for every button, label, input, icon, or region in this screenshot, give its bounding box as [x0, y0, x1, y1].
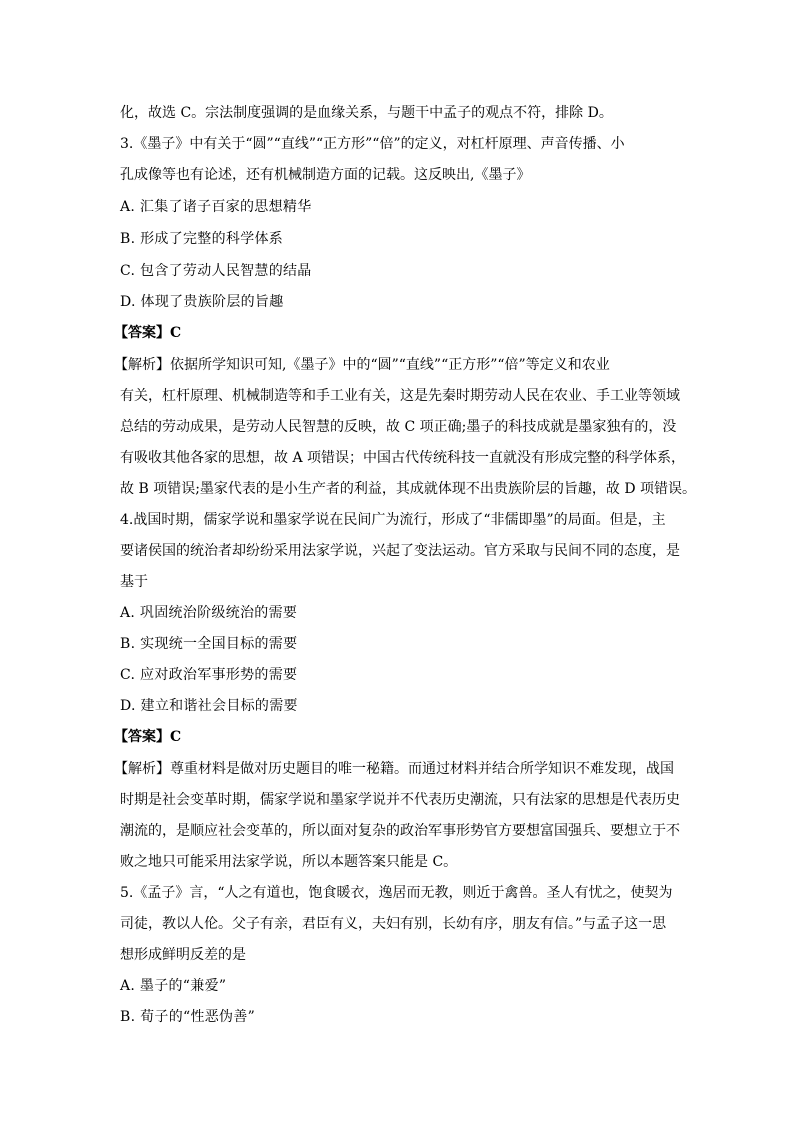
analysis-line: 有关，杠杆原理、机械制造等和手工业有关，这是先秦时期劳动人民在农业、手工业等领域: [120, 388, 680, 404]
option-d: D. 建立和谐社会目标的需要: [120, 698, 298, 714]
analysis-line: 败之地只可能采用法家学说，所以本题答案只能是 C。: [120, 854, 458, 870]
text-line: 化，故选 C。宗法制度强调的是血缘关系，与题干中孟子的观点不符，排除 D。: [120, 105, 613, 121]
analysis-line: 【解析】依据所学知识可知,《墨子》中的“圆”“直线”“正方形”“倍”等定义和农业: [114, 357, 610, 373]
analysis-line: 故 B 项错误;墨家代表的是小生产者的利益，其成就体现不出贵族阶层的旨趣，故 D 项错误。: [120, 481, 697, 497]
option-b: B. 荀子的“性恶伪善”: [120, 1009, 256, 1025]
question-4-stem-cont: 基于: [120, 574, 148, 590]
question-4-stem-cont: 要诸侯国的统治者却纷纷采用法家学说，兴起了变法运动。官方采取与民间不同的态度，是: [120, 543, 680, 559]
question-5-stem: 5.《孟子》言，“人之有道也，饱食暖衣，逸居而无教，则近于禽兽。圣人有忧之，使契为: [120, 885, 673, 901]
answer-label: 【答案】C: [114, 325, 182, 341]
analysis-line: 总结的劳动成果，是劳动人民智慧的反映，故 C 项正确;墨子的科技成就是墨家独有的，没: [120, 419, 677, 435]
question-4-stem: 4.战国时期，儒家学说和墨家学说在民间广为流行，形成了“非儒即墨”的局面。但是，主: [120, 512, 666, 528]
option-d: D. 体现了贵族阶层的旨趣: [120, 294, 284, 310]
analysis-line: 有吸收其他各家的思想，故 A 项错误；中国古代传统科技一直就没有形成完整的科学体系，: [120, 450, 686, 466]
question-3-stem-cont: 孔成像等也有论述，还有机械制造方面的记载。这反映出,《墨子》: [120, 167, 531, 183]
analysis-line: 时期是社会变革时期，儒家学说和墨家学说并不代表历史潮流，只有法家的思想是代表历史: [120, 792, 680, 808]
analysis-line: 【解析】尊重材料是做对历史题目的唯一秘籍。而通过材料并结合所学知识不难发现，战国: [114, 761, 674, 777]
option-a: A. 汇集了诸子百家的思想精华: [120, 199, 312, 215]
question-3-stem: 3.《墨子》中有关于“圆”“直线”“正方形”“倍”的定义，对杠杆原理、声音传播、小: [120, 136, 625, 152]
analysis-line: 潮流的，是顺应社会变革的，所以面对复杂的政治军事形势官方要想富国强兵、要想立于不: [120, 823, 680, 839]
option-a: A. 墨子的“兼爱”: [120, 978, 227, 994]
option-b: B. 实现统一全国目标的需要: [120, 636, 298, 652]
answer-label: 【答案】C: [114, 729, 182, 745]
option-b: B. 形成了完整的科学体系: [120, 231, 284, 247]
question-5-stem-cont: 想形成鲜明反差的是: [120, 947, 246, 963]
option-c: C. 应对政治军事形势的需要: [120, 667, 298, 683]
option-c: C. 包含了劳动人民智慧的结晶: [120, 263, 312, 279]
question-5-stem-cont: 司徒，教以人伦。父子有亲，君臣有义，夫妇有别，长幼有序，朋友有信。”与孟子这一思: [120, 916, 667, 932]
option-a: A. 巩固统治阶级统治的需要: [120, 605, 298, 621]
